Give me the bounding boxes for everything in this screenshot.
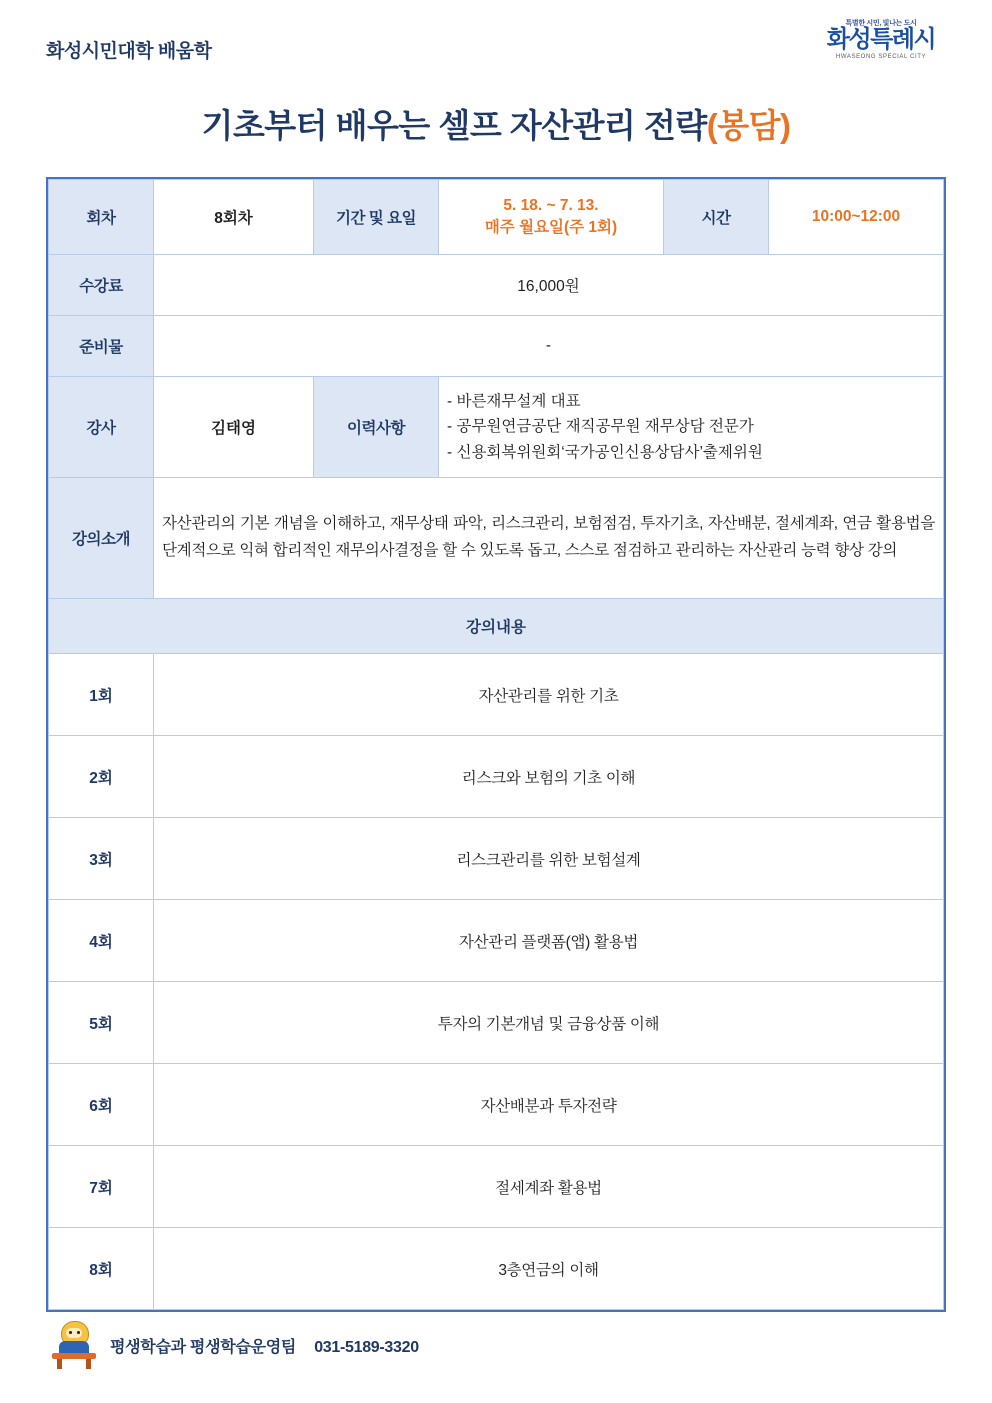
description-label: 강의소개	[49, 478, 154, 599]
period-label: 기간 및 요일	[314, 180, 439, 255]
table-row	[49, 1228, 944, 1310]
student-mascot-icon	[52, 1321, 96, 1369]
session-topic: 리스크관리를 위한 보험설계	[154, 818, 944, 900]
page-title-location: (봉담)	[706, 107, 791, 144]
table-row	[49, 180, 944, 255]
session-number: 1회	[49, 654, 154, 736]
career-label: 이력사항	[314, 377, 439, 478]
curriculum-section-title: 강의내용	[49, 599, 944, 654]
session-topic: 3층연금의 이해	[154, 1228, 944, 1310]
session-number: 4회	[49, 900, 154, 982]
session-number: 3회	[49, 818, 154, 900]
career-item: - 공무원연금공단 재직공무원 재무상담 전문가	[447, 418, 754, 436]
rounds-value: 8회차	[154, 180, 314, 255]
table-row	[49, 377, 944, 478]
materials-value: -	[154, 316, 944, 377]
table-row	[49, 255, 944, 316]
hwaseong-city-logo	[816, 20, 946, 60]
period-value-line2: 매주 월요일(주 1회)	[484, 219, 618, 236]
session-topic: 절세계좌 활용법	[154, 1146, 944, 1228]
period-value-line1: 5. 18. ~ 7. 13.	[503, 196, 599, 214]
materials-label: 준비물	[49, 316, 154, 377]
logo-tagline: 특별한 시민, 빛나는 도시	[845, 20, 917, 27]
session-topic: 자산배분과 투자전략	[154, 1064, 944, 1146]
table-row	[49, 1064, 944, 1146]
career-list	[439, 377, 944, 478]
table-row	[49, 736, 944, 818]
session-topic: 자산관리를 위한 기초	[154, 654, 944, 736]
session-topic: 투자의 기본개념 및 금융상품 이해	[154, 982, 944, 1064]
logo-subtext: HWASEONG SPECIAL CITY	[835, 53, 927, 60]
fee-label: 수강료	[49, 255, 154, 316]
session-number: 6회	[49, 1064, 154, 1146]
instructor-label: 강사	[49, 377, 154, 478]
career-item: - 바른재무설계 대표	[447, 392, 581, 410]
period-value	[439, 180, 664, 255]
session-number: 7회	[49, 1146, 154, 1228]
rounds-label: 회차	[49, 180, 154, 255]
table-row	[49, 818, 944, 900]
table-row	[49, 654, 944, 736]
table-row	[49, 316, 944, 377]
curriculum-section-header	[49, 599, 944, 654]
page-title	[0, 100, 992, 147]
table-row	[49, 1146, 944, 1228]
session-number: 2회	[49, 736, 154, 818]
course-info-table	[48, 179, 944, 1310]
session-topic: 리스크와 보험의 기초 이해	[154, 736, 944, 818]
table-row	[49, 982, 944, 1064]
footer-department: 평생학습과 평생학습운영팀	[110, 1338, 297, 1356]
footer-contact	[110, 1334, 419, 1357]
time-label: 시간	[664, 180, 769, 255]
fee-value: 16,000원	[154, 255, 944, 316]
career-item: - 신용회복위원회‘국가공인신용상담사’출제위원	[447, 443, 763, 461]
page-footer	[0, 1321, 992, 1381]
instructor-name: 김태영	[154, 377, 314, 478]
logo-wordmark: 화성특례시	[826, 26, 936, 54]
page-header	[0, 0, 992, 78]
table-row	[49, 900, 944, 982]
course-info-table-wrapper	[46, 177, 946, 1312]
table-row	[49, 478, 944, 599]
page-title-main: 기초부터 배우는 셀프 자산관리 전략	[201, 107, 707, 144]
time-value: 10:00~12:00	[769, 180, 944, 255]
brand-title: 화성시민대학 배움학	[46, 41, 212, 62]
session-topic: 자산관리 플랫폼(앱) 활용법	[154, 900, 944, 982]
footer-phone: 031-5189-3320	[314, 1338, 419, 1356]
session-number: 5회	[49, 982, 154, 1064]
description-value: 자산관리의 기본 개념을 이해하고, 재무상태 파악, 리스크관리, 보험점검, 투자기초, 자산배분, 절세계좌, 연금 활용법을 단계적으로 익혀 합리적인 재무의사결정을 할 수 있도록 돕고, 스스로 점검하고 관리하는 자산관리 능력 향상 강의	[154, 478, 944, 599]
session-number: 8회	[49, 1228, 154, 1310]
